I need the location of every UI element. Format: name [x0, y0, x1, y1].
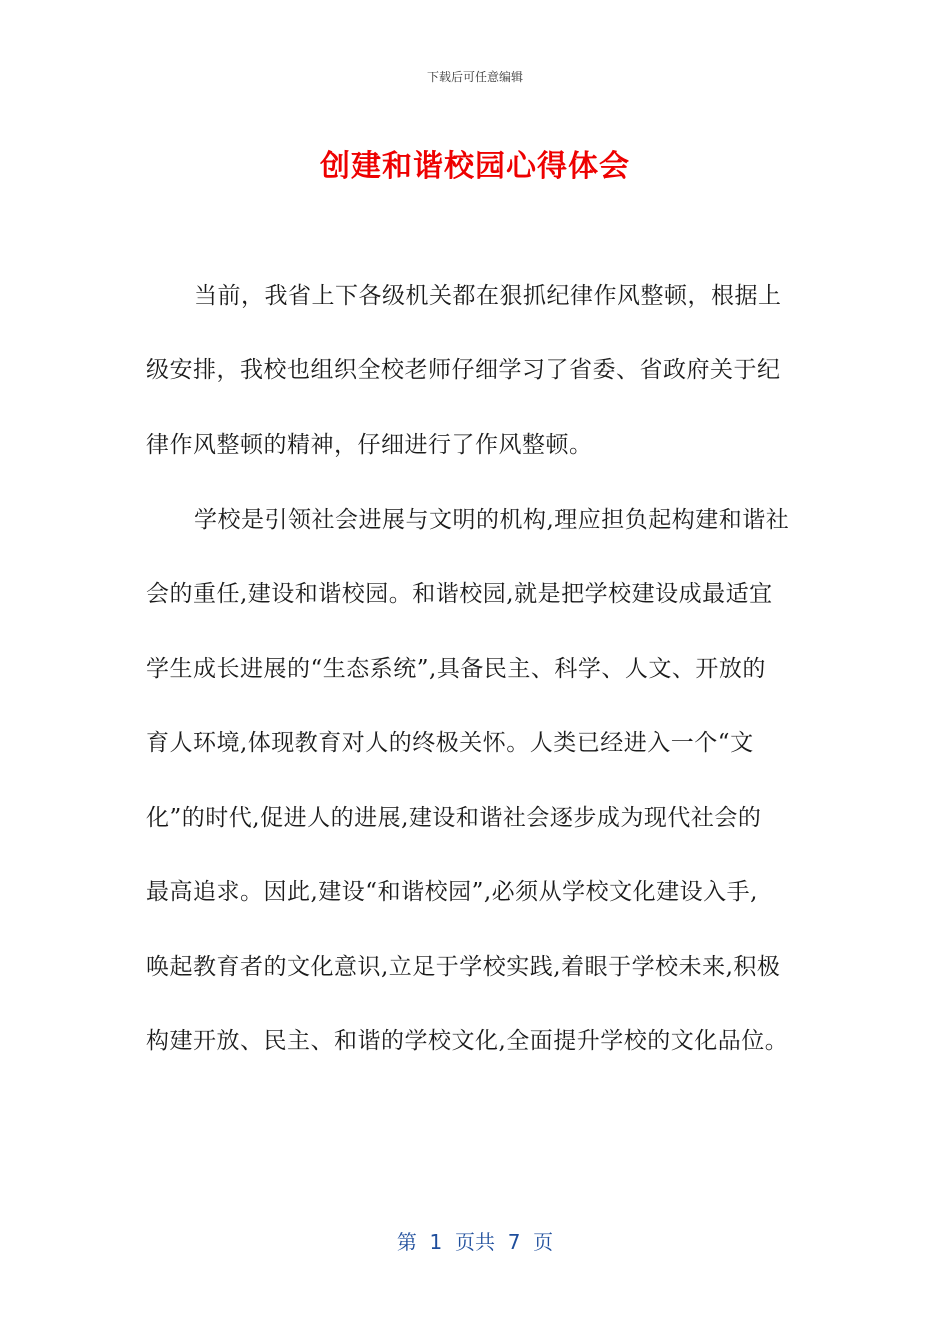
page-number-footer: 第 1 页共 7 页: [396, 1230, 554, 1254]
paragraph-line: 学生成长进展的“生态系统”,具备民主、科学、人文、开放的: [146, 656, 766, 682]
paragraph-line: 育人环境,体现教育对人的终极关怀。人类已经进入一个“文: [146, 730, 754, 756]
paragraph-line: 级安排，我校也组织全校老师仔细学习了省委、省政府关于纪: [146, 357, 781, 383]
paragraph-line: 唤起教育者的文化意识,立足于学校实践,着眼于学校未来,积极: [146, 954, 781, 980]
paragraph-line: 学校是引领社会进展与文明的机构,理应担负起构建和谐社: [194, 507, 790, 533]
header-note: 下载后可任意编辑: [426, 70, 523, 84]
paragraph-line: 化”的时代,促进人的进展,建设和谐社会逐步成为现代社会的: [146, 805, 762, 831]
paragraph-line: 律作风整顿的精神，仔细进行了作风整顿。: [146, 432, 593, 458]
paragraph-line: 最高追求。因此,建设“和谐校园”,必须从学校文化建设入手,: [146, 879, 758, 905]
paragraph-line: 会的重任,建设和谐校园。和谐校园,就是把学校建设成最适宜: [146, 581, 773, 607]
paragraph-line: 当前，我省上下各级机关都在狠抓纪律作风整顿，根据上: [194, 283, 782, 309]
paragraph-line: 构建开放、民主、和谐的学校文化,全面提升学校的文化品位。: [146, 1028, 789, 1054]
page-title: 创建和谐校园心得体会: [320, 149, 630, 184]
